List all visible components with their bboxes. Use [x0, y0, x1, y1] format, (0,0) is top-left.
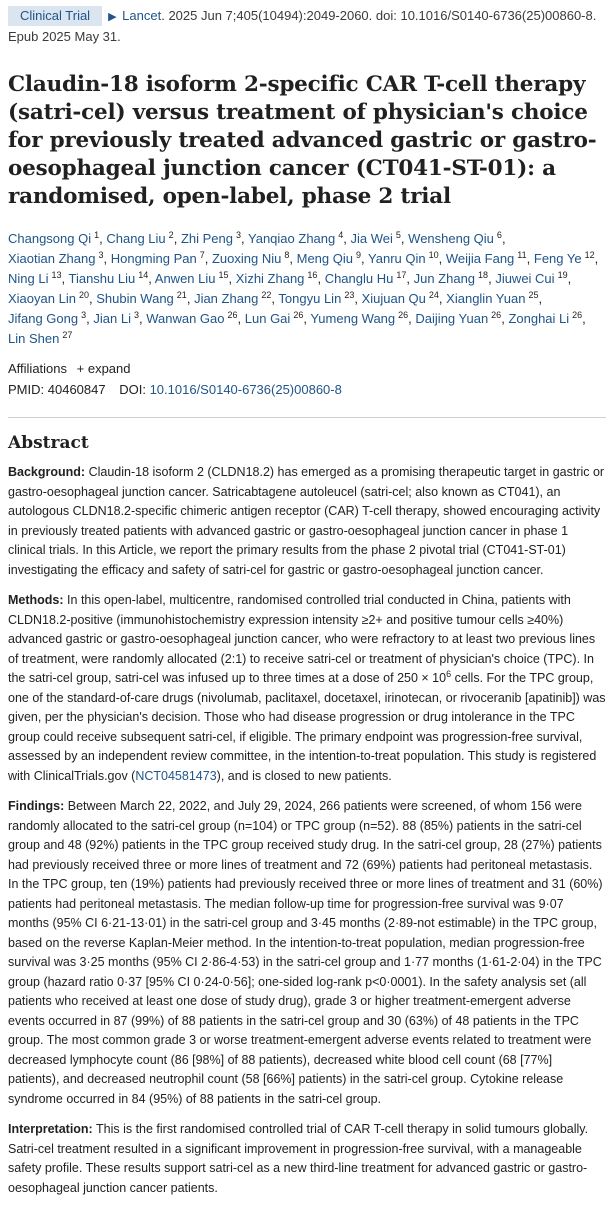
methods-exponent: 6	[446, 668, 452, 679]
findings-label: Findings:	[8, 799, 65, 813]
author-affiliation-number[interactable]: 20	[78, 289, 89, 300]
author-link[interactable]: Lun Gai	[244, 311, 291, 326]
author-item	[408, 231, 505, 246]
author-affiliation-number[interactable]: 15	[218, 269, 229, 280]
author-separator: ,	[241, 231, 245, 246]
author-affiliation-number[interactable]: 3	[235, 229, 241, 240]
pmid-value: 40460847	[47, 382, 106, 397]
author-affiliation-number[interactable]: 14	[138, 269, 149, 280]
methods-text-b: cells. For the TPC group, one of the standard-of-care drugs (nivolumab, paclitaxel, docetaxel, irinotecan, or rivoceranib [apatinib]) was given, per the physician's decision. Those who had disease progression or drug intolerance in the TPC group could receive subsequent satri-cel, if eligible. The primary endpoint was progression-free survival, assessed by an independent review committee, in the intention-to-treat population. This study is registered with ClinicalTrials.gov (	[8, 671, 606, 783]
author-separator: ,	[228, 271, 233, 286]
author-separator: ,	[567, 271, 572, 286]
author-item	[245, 311, 307, 326]
author-separator: ,	[103, 251, 108, 266]
author-affiliation-number[interactable]: 22	[261, 289, 272, 300]
clinicaltrials-link[interactable]: NCT04581473	[135, 768, 217, 783]
author-item	[351, 231, 405, 246]
author-affiliation-number[interactable]: 12	[584, 249, 595, 260]
author-link[interactable]: Jun Zhang	[413, 271, 476, 286]
author-link[interactable]: Weijia Fang	[445, 251, 515, 266]
author-link[interactable]: Shubin Wang	[96, 291, 174, 306]
author-affiliation-number[interactable]: 25	[528, 289, 539, 300]
author-item	[414, 271, 492, 286]
author-link[interactable]: Feng Ye	[533, 251, 582, 266]
methods-text-c: ), and is closed to new patients.	[216, 768, 392, 783]
author-item	[155, 271, 232, 286]
author-affiliation-number[interactable]: 4	[338, 229, 344, 240]
author-affiliation-number[interactable]: 1	[94, 229, 100, 240]
author-affiliation-number[interactable]: 24	[428, 289, 439, 300]
author-link[interactable]: Jia Wei	[350, 231, 393, 246]
author-link[interactable]: Changlu Hu	[324, 271, 394, 286]
author-item	[8, 291, 93, 306]
author-affiliation-number[interactable]: 23	[344, 289, 355, 300]
author-separator: ,	[148, 271, 152, 286]
citation-details: . 2025 Jun 7;405(10494):2049-2060. doi: 10.1016/S0140-6736(25)00860-8. Epub 2025 May 31.	[8, 8, 597, 44]
author-separator: ,	[501, 311, 505, 326]
author-separator: ,	[526, 251, 531, 266]
author-separator: ,	[582, 311, 586, 326]
author-link[interactable]: Ning Li	[8, 271, 49, 286]
author-link[interactable]: Jian Zhang	[194, 291, 259, 306]
author-link[interactable]: Yumeng Wang	[310, 311, 396, 326]
affiliations-row	[8, 359, 606, 379]
publication-type-badge[interactable]: Clinical Trial	[8, 6, 102, 26]
author-link[interactable]: Meng Qiu	[296, 251, 353, 266]
author-link[interactable]: Xizhi Zhang	[235, 271, 305, 286]
author-item	[8, 231, 103, 246]
author-separator: ,	[354, 291, 358, 306]
author-item	[212, 251, 293, 266]
author-link[interactable]: Chang Liu	[106, 231, 166, 246]
author-separator: ,	[61, 271, 66, 286]
author-link[interactable]: Yanqiao Zhang	[248, 231, 336, 246]
author-affiliation-number[interactable]: 11	[517, 249, 527, 260]
article-title: Claudin-18 isoform 2-specific CAR T-cell therapy (satri-cel) versus treatment of physician's choice for previously treated advanced gastric or gastro-oesophageal junction cancer (CT041-ST-01): a randomised, open-label, phase 2 trial	[8, 72, 597, 209]
author-item	[106, 231, 177, 246]
author-item	[96, 291, 190, 306]
author-affiliation-number[interactable]: 26	[293, 309, 304, 320]
author-link[interactable]: Yanru Qin	[368, 251, 426, 266]
methods-label: Methods:	[8, 593, 64, 607]
pmid-label: PMID:	[8, 382, 45, 397]
author-item	[362, 291, 443, 306]
author-item	[8, 311, 90, 326]
doi-link[interactable]: 10.1016/S0140-6736(25)00860-8	[149, 382, 342, 397]
author-item	[446, 291, 542, 306]
author-affiliation-number[interactable]: 5	[395, 229, 401, 240]
author-link[interactable]: Anwen Liu	[154, 271, 216, 286]
affiliations-label: Affiliations	[8, 361, 68, 376]
author-link[interactable]: Tongyu Lin	[278, 291, 342, 306]
author-separator: ,	[406, 271, 410, 286]
author-affiliation-number[interactable]: 9	[356, 249, 362, 260]
author-item	[93, 311, 142, 326]
author-item	[310, 311, 411, 326]
caret-right-icon: ▶	[108, 11, 117, 23]
author-item	[446, 251, 530, 266]
author-separator: ,	[271, 291, 276, 306]
abstract-methods	[8, 591, 606, 786]
author-item	[278, 291, 358, 306]
journal-link[interactable]: Lancet	[122, 8, 162, 23]
author-separator: ,	[438, 291, 443, 306]
author-affiliation-number[interactable]: 26	[572, 309, 583, 320]
author-affiliation-number[interactable]: 17	[396, 269, 407, 280]
author-item	[146, 311, 241, 326]
author-affiliation-number[interactable]: 26	[398, 309, 409, 320]
author-link[interactable]: Changsong Qi	[8, 231, 92, 246]
author-link[interactable]: Jifang Gong	[8, 311, 79, 326]
background-text: Claudin-18 isoform 2 (CLDN18.2) has emerged as a promising therapeutic target in gastric or gastro-oesophageal junction cancer. Satricabtagene autoleucel (satri-cel; also known as CT041), an autologous CLDN18.2-specific chimeric antigen receptor (CAR) T-cell therapy, showed encouraging activity in previously treated patients with advanced gastric or gastro-oesophageal junction cancer in phase 1 clinical trials. In this Article, we report the primary results from the phase 2 pivotal trial (CT041-ST-01) investigating the efficacy and safety of satri-cel for gastric or gastro-oesophageal junction cancer.	[8, 465, 605, 577]
author-item	[8, 251, 107, 266]
author-affiliation-number[interactable]: 16	[307, 269, 318, 280]
methods-text-a: In this open-label, multicentre, randomised controlled trial conducted in China, patients with CLDN18.2-positive (immunohistochemistry expression intensity ≥2+ and positive tumour cells ≥40%) advanced gastric or gastro-oesophageal junction cancer, who were refractory to at least two previous lines of treatment, were randomly allocated (2:1) to receive satri-cel or treatment of physician's choice (TPC). In the satri-cel group, satri-cel was infused up to three times at a dose of 250 × 10	[8, 593, 596, 685]
interpretation-label: Interpretation:	[8, 1122, 93, 1136]
author-item	[69, 271, 152, 286]
author-separator: ,	[317, 271, 322, 286]
author-link[interactable]: Jian Li	[93, 311, 131, 326]
author-link[interactable]: Xiujuan Qu	[361, 291, 426, 306]
author-affiliation-number[interactable]: 26	[491, 309, 502, 320]
author-separator: ,	[237, 311, 242, 326]
abstract-background	[8, 463, 606, 580]
author-separator: ,	[501, 231, 506, 246]
author-item	[248, 231, 347, 246]
author-separator: ,	[408, 311, 412, 326]
author-separator: ,	[538, 291, 543, 306]
author-affiliation-number[interactable]: 18	[478, 269, 489, 280]
author-affiliation-number[interactable]: 10	[428, 249, 439, 260]
authors-list	[8, 229, 606, 349]
author-affiliation-number[interactable]: 8	[284, 249, 290, 260]
author-affiliation-number[interactable]: 3	[81, 309, 87, 320]
author-item	[325, 271, 410, 286]
author-link[interactable]: Jiuwei Cui	[495, 271, 555, 286]
author-affiliation-number[interactable]: 7	[199, 249, 205, 260]
author-separator: ,	[88, 291, 93, 306]
abstract-interpretation	[8, 1120, 606, 1198]
author-link[interactable]: Wanwan Gao	[146, 311, 225, 326]
author-affiliation-number[interactable]: 6	[496, 229, 502, 240]
author-separator: ,	[173, 231, 178, 246]
author-link[interactable]: Hongming Pan	[110, 251, 197, 266]
author-separator: ,	[204, 251, 209, 266]
author-affiliation-number[interactable]: 2	[168, 229, 174, 240]
author-item	[111, 251, 209, 266]
author-separator: ,	[86, 311, 90, 326]
author-affiliation-number[interactable]: 3	[98, 249, 104, 260]
author-link[interactable]: Lin Shen	[8, 331, 60, 346]
author-item	[181, 231, 245, 246]
author-affiliation-number[interactable]: 26	[227, 309, 238, 320]
author-item	[508, 311, 585, 326]
author-affiliation-number[interactable]: 13	[51, 269, 62, 280]
author-item	[534, 251, 598, 266]
author-item	[236, 271, 321, 286]
author-item	[194, 291, 275, 306]
author-link[interactable]: Zonghai Li	[508, 311, 570, 326]
author-item	[368, 251, 442, 266]
author-item	[8, 331, 72, 346]
author-affiliation-number[interactable]: 3	[133, 309, 139, 320]
author-separator: ,	[343, 231, 347, 246]
identifiers-row	[8, 380, 606, 400]
author-link[interactable]: Xiaoyan Lin	[8, 291, 76, 306]
interpretation-text: This is the first randomised controlled trial of CAR T-cell therapy in solid tumours globally. Satri-cel treatment resulted in a significant improvement in progression-free survival, with a manageable safety profile. These results support satri-cel as a new third-line treatment for advanced gastric or gastro-oesophageal junction cancer patients.	[8, 1122, 589, 1195]
abstract-heading: Abstract	[8, 433, 89, 453]
author-item	[495, 271, 571, 286]
section-divider	[8, 417, 606, 418]
author-link[interactable]: Zuoxing Niu	[211, 251, 282, 266]
author-separator: ,	[400, 231, 405, 246]
author-affiliation-number[interactable]: 27	[62, 329, 73, 340]
author-separator: ,	[186, 291, 191, 306]
author-item	[297, 251, 365, 266]
author-separator: ,	[594, 251, 599, 266]
author-separator: ,	[289, 251, 293, 266]
citation-line	[8, 6, 606, 47]
author-separator: ,	[438, 251, 443, 266]
author-link[interactable]: Zhi Peng	[180, 231, 233, 246]
background-label: Background:	[8, 465, 86, 479]
author-affiliation-number[interactable]: 19	[557, 269, 568, 280]
author-separator: ,	[99, 231, 103, 246]
findings-text: Between March 22, 2022, and July 29, 2024, 266 patients were screened, of whom 156 were randomly allocated to the satri-cel group (n=104) or TPC group (n=52). 88 (85%) patients in the satri-cel group and 48 (92%) patients in the TPC group received study drug. In the satri-cel group, 28 (27%) patients had previously received three or more lines of treatment and 72 (69%) patients had peritoneal metastasis. In the TPC group, ten (19%) patients had previously received three or more lines of treatment and 31 (60%) patients had peritoneal metastasis. The median follow-up time for progression-free survival was 9·07 months (95% CI 6·21-13·01) in the satri-cel group and 3·45 months (2·89-not estimable) in the TPC group, based on the reverse Kaplan-Meier method. In the intention-to-treat population, median progression-free survival was 3·25 months (95% CI 2·86-4·53) in the satri-cel group and 1·77 months (1·61-2·04) in the TPC group (hazard ratio 0·37 [95% CI 0·24-0·56]; one-sided log-rank p<0·0001). In the safety analysis set (all patients who received at least one dose of study drug), grade 3 or higher treatment-emergent adverse events occurred in 87 (99%) of 88 patients in the satri-cel group and 30 (63%) of 48 patients in the TPC group. The most common grade 3 or worse treatment-emergent adverse events related to treatment were decreased lymphocyte count (86 [98%] of 88 patients), decreased white blood cell count (68 [77%] patients), and decreased neutrophil count (58 [66%] patients) in the satri-cel group. Cytokine release syndrome occurred in 84 (95%) of 88 patients in the satri-cel group.	[8, 799, 603, 1106]
author-link[interactable]: Daijing Yuan	[415, 311, 489, 326]
author-item	[8, 271, 65, 286]
author-separator: ,	[138, 311, 143, 326]
author-affiliation-number[interactable]: 21	[176, 289, 187, 300]
abstract-findings	[8, 797, 606, 1109]
author-separator: ,	[303, 311, 307, 326]
author-link[interactable]: Wensheng Qiu	[408, 231, 494, 246]
author-link[interactable]: Xiaotian Zhang	[8, 251, 96, 266]
author-link[interactable]: Xianglin Yuan	[446, 291, 526, 306]
author-link[interactable]: Tianshu Liu	[68, 271, 136, 286]
author-separator: ,	[361, 251, 365, 266]
author-item	[415, 311, 504, 326]
author-separator: ,	[488, 271, 492, 286]
expand-affiliations-button[interactable]: + expand	[76, 361, 131, 376]
doi-label: DOI:	[119, 382, 146, 397]
